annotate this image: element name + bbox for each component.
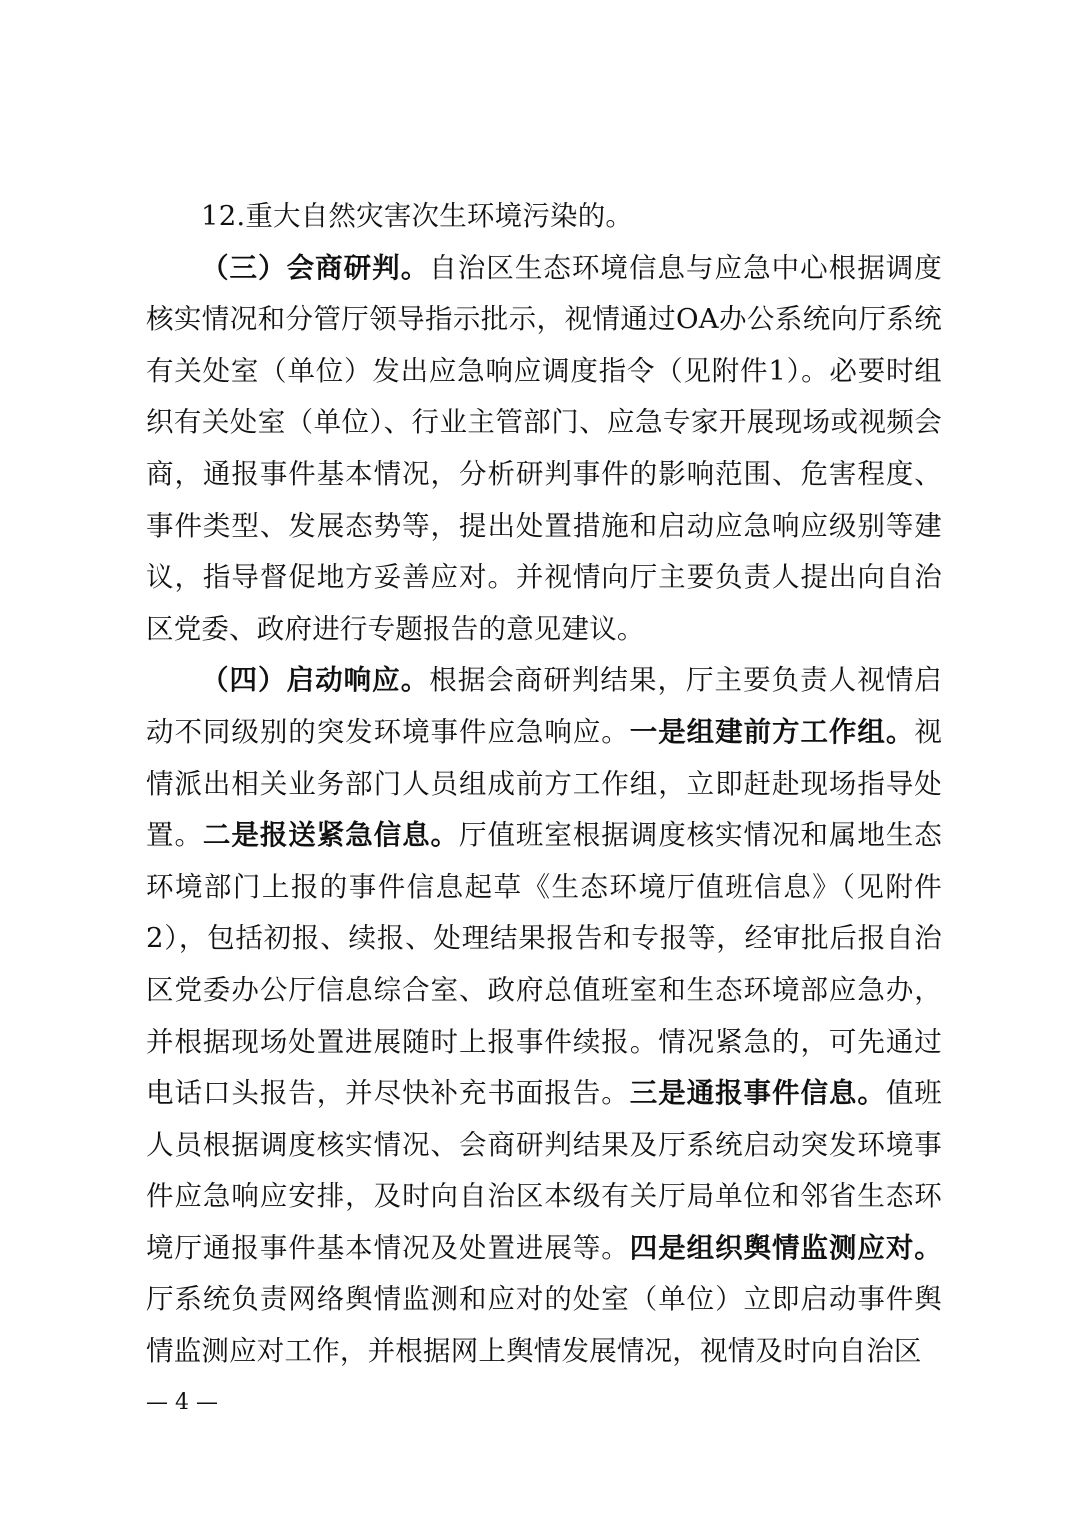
section-heading-consultation: （三）会商研判。: [201, 251, 430, 284]
page-number: — 4 —: [146, 1390, 218, 1415]
paragraph-run: 值班人员根据调度核实情况、会商研判结果及厅系统启动突发环境事件应急响应安排，及时向自治区本级有关厅局单位和邻省生态环境厅通报事件基本情况及处置进展等。: [146, 1077, 942, 1264]
paragraph-run: 厅值班室根据调度核实情况和属地生态环境部门上报的事件信息起草《生态环境厅值班信息》（见附件2），包括初报、续报、处理结果报告和专报等，经审批后报自治区党委办公厅信息综合室、政府总值班室和生态环境部应急办，并根据现场处置进展随时上报事件续报。情况紧急的，可先通过电话口头报告，并尽快补充书面报告。: [146, 819, 942, 1110]
subheading-notify-event: 三是通报事件信息。: [629, 1077, 886, 1110]
paragraph-run: 根据会商研判结果，厅主要负责人视情启动不同级别的突发环境事件应急响应。: [146, 664, 942, 748]
document-body: [146, 191, 942, 1378]
paragraph-run: 厅系统负责网络舆情监测和应对的处室（单位）立即启动事件舆情监测应对工作，并根据网上舆情发展情况，视情及时向自治区: [146, 1283, 942, 1368]
paragraph-run: 自治区生态环境信息与应急中心根据调度核实情况和分管厅领导指示批示，视情通过OA办公系统向厅系统有关处室（单位）发出应急响应调度指令（见附件1）。必要时组织有关处室（单位）、行业主管部门、应急专家开展现场或视频会商，通报事件基本情况，分析研判事件的影响范围、危害程度、事件类型、发展态势等，提出处置措施和启动应急响应级别等建议，指导督促地方妥善应对。并视情向厅主要负责人提出向自治区党委、政府进行专题报告的意见建议。: [146, 251, 942, 645]
paragraph-run: 视情派出相关业务部门人员组成前方工作组，立即赶赴现场指导处置。: [146, 715, 943, 852]
section-heading-response: （四）启动响应。: [201, 664, 430, 697]
subheading-frontline-team: 一是组建前方工作组。: [629, 715, 915, 748]
subheading-opinion-monitoring: 四是组织舆情监测应对。: [629, 1231, 943, 1264]
paragraph-consultation: [146, 243, 942, 656]
subheading-urgent-report: 二是报送紧急信息。: [202, 819, 460, 852]
paragraph-item-12: [146, 191, 942, 243]
paragraph-run: 12.重大自然灾害次生环境污染的。: [201, 200, 634, 232]
paragraph-response: [146, 655, 942, 1377]
